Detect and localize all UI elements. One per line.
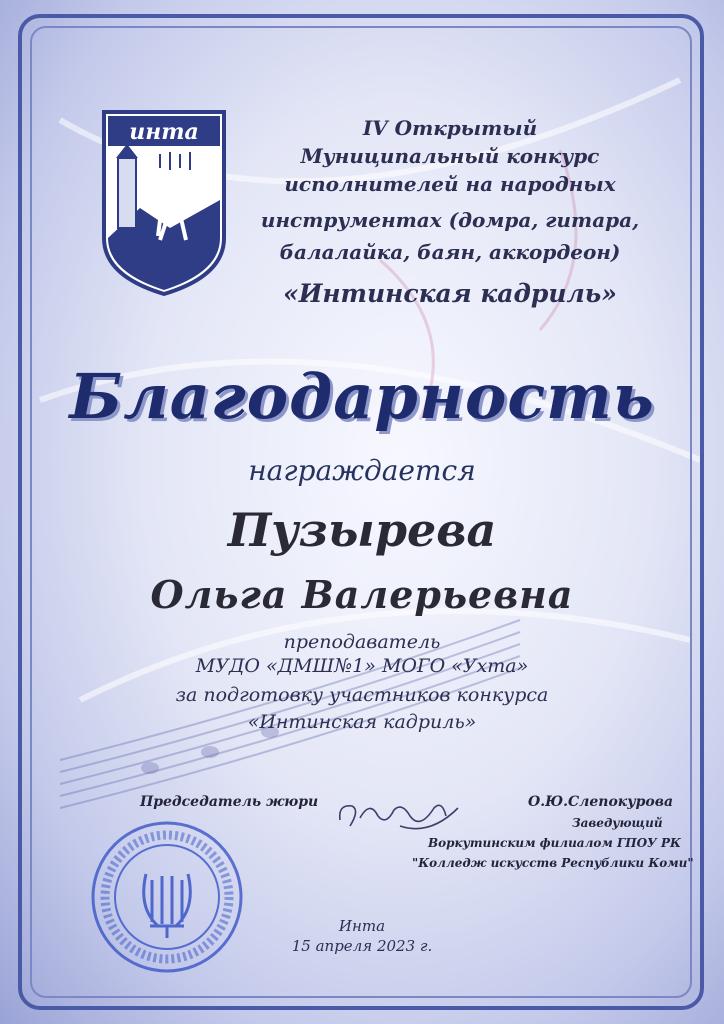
recipient-name: Ольга Валерьевна (150, 572, 574, 617)
header-line-5: балалайка, баян, аккордеон) (279, 240, 621, 264)
contest-name: «Интинская кадриль» (283, 279, 617, 308)
awarded-label: награждается (248, 454, 476, 487)
signer-title-2: Воркутинским филиалом ГПОУ РК (428, 836, 681, 850)
detail-line-3: за подготовку участников конкурса (175, 684, 549, 706)
recipient-surname: Пузырева (227, 503, 497, 557)
header-line-4: инструментах (домра, гитара, (260, 208, 640, 232)
signer-name: О.Ю.Слепокурова (528, 794, 674, 810)
header-line-2: Муниципальный конкурс (300, 144, 600, 168)
footer-city: Инта (338, 917, 386, 935)
certificate-title: Благодарность (69, 360, 655, 433)
footer-date: 15 апреля 2023 г. (291, 937, 433, 955)
header-line-1: IV Открытый (362, 116, 538, 140)
jury-chair-label: Председатель жюри (140, 794, 319, 810)
header-line-3: исполнителей на народных (284, 172, 616, 196)
signer-title-3: "Колледж искусств Республики Коми" (412, 856, 694, 870)
detail-line-4: «Интинская кадриль» (247, 711, 477, 733)
city-emblem-icon (100, 108, 228, 296)
emblem-city-label: инта (129, 119, 199, 145)
signer-title-1: Заведующий (572, 816, 663, 830)
detail-line-1: преподаватель (283, 631, 441, 653)
detail-line-2: МУДО «ДМШ№1» МОГО «Ухта» (195, 655, 529, 677)
